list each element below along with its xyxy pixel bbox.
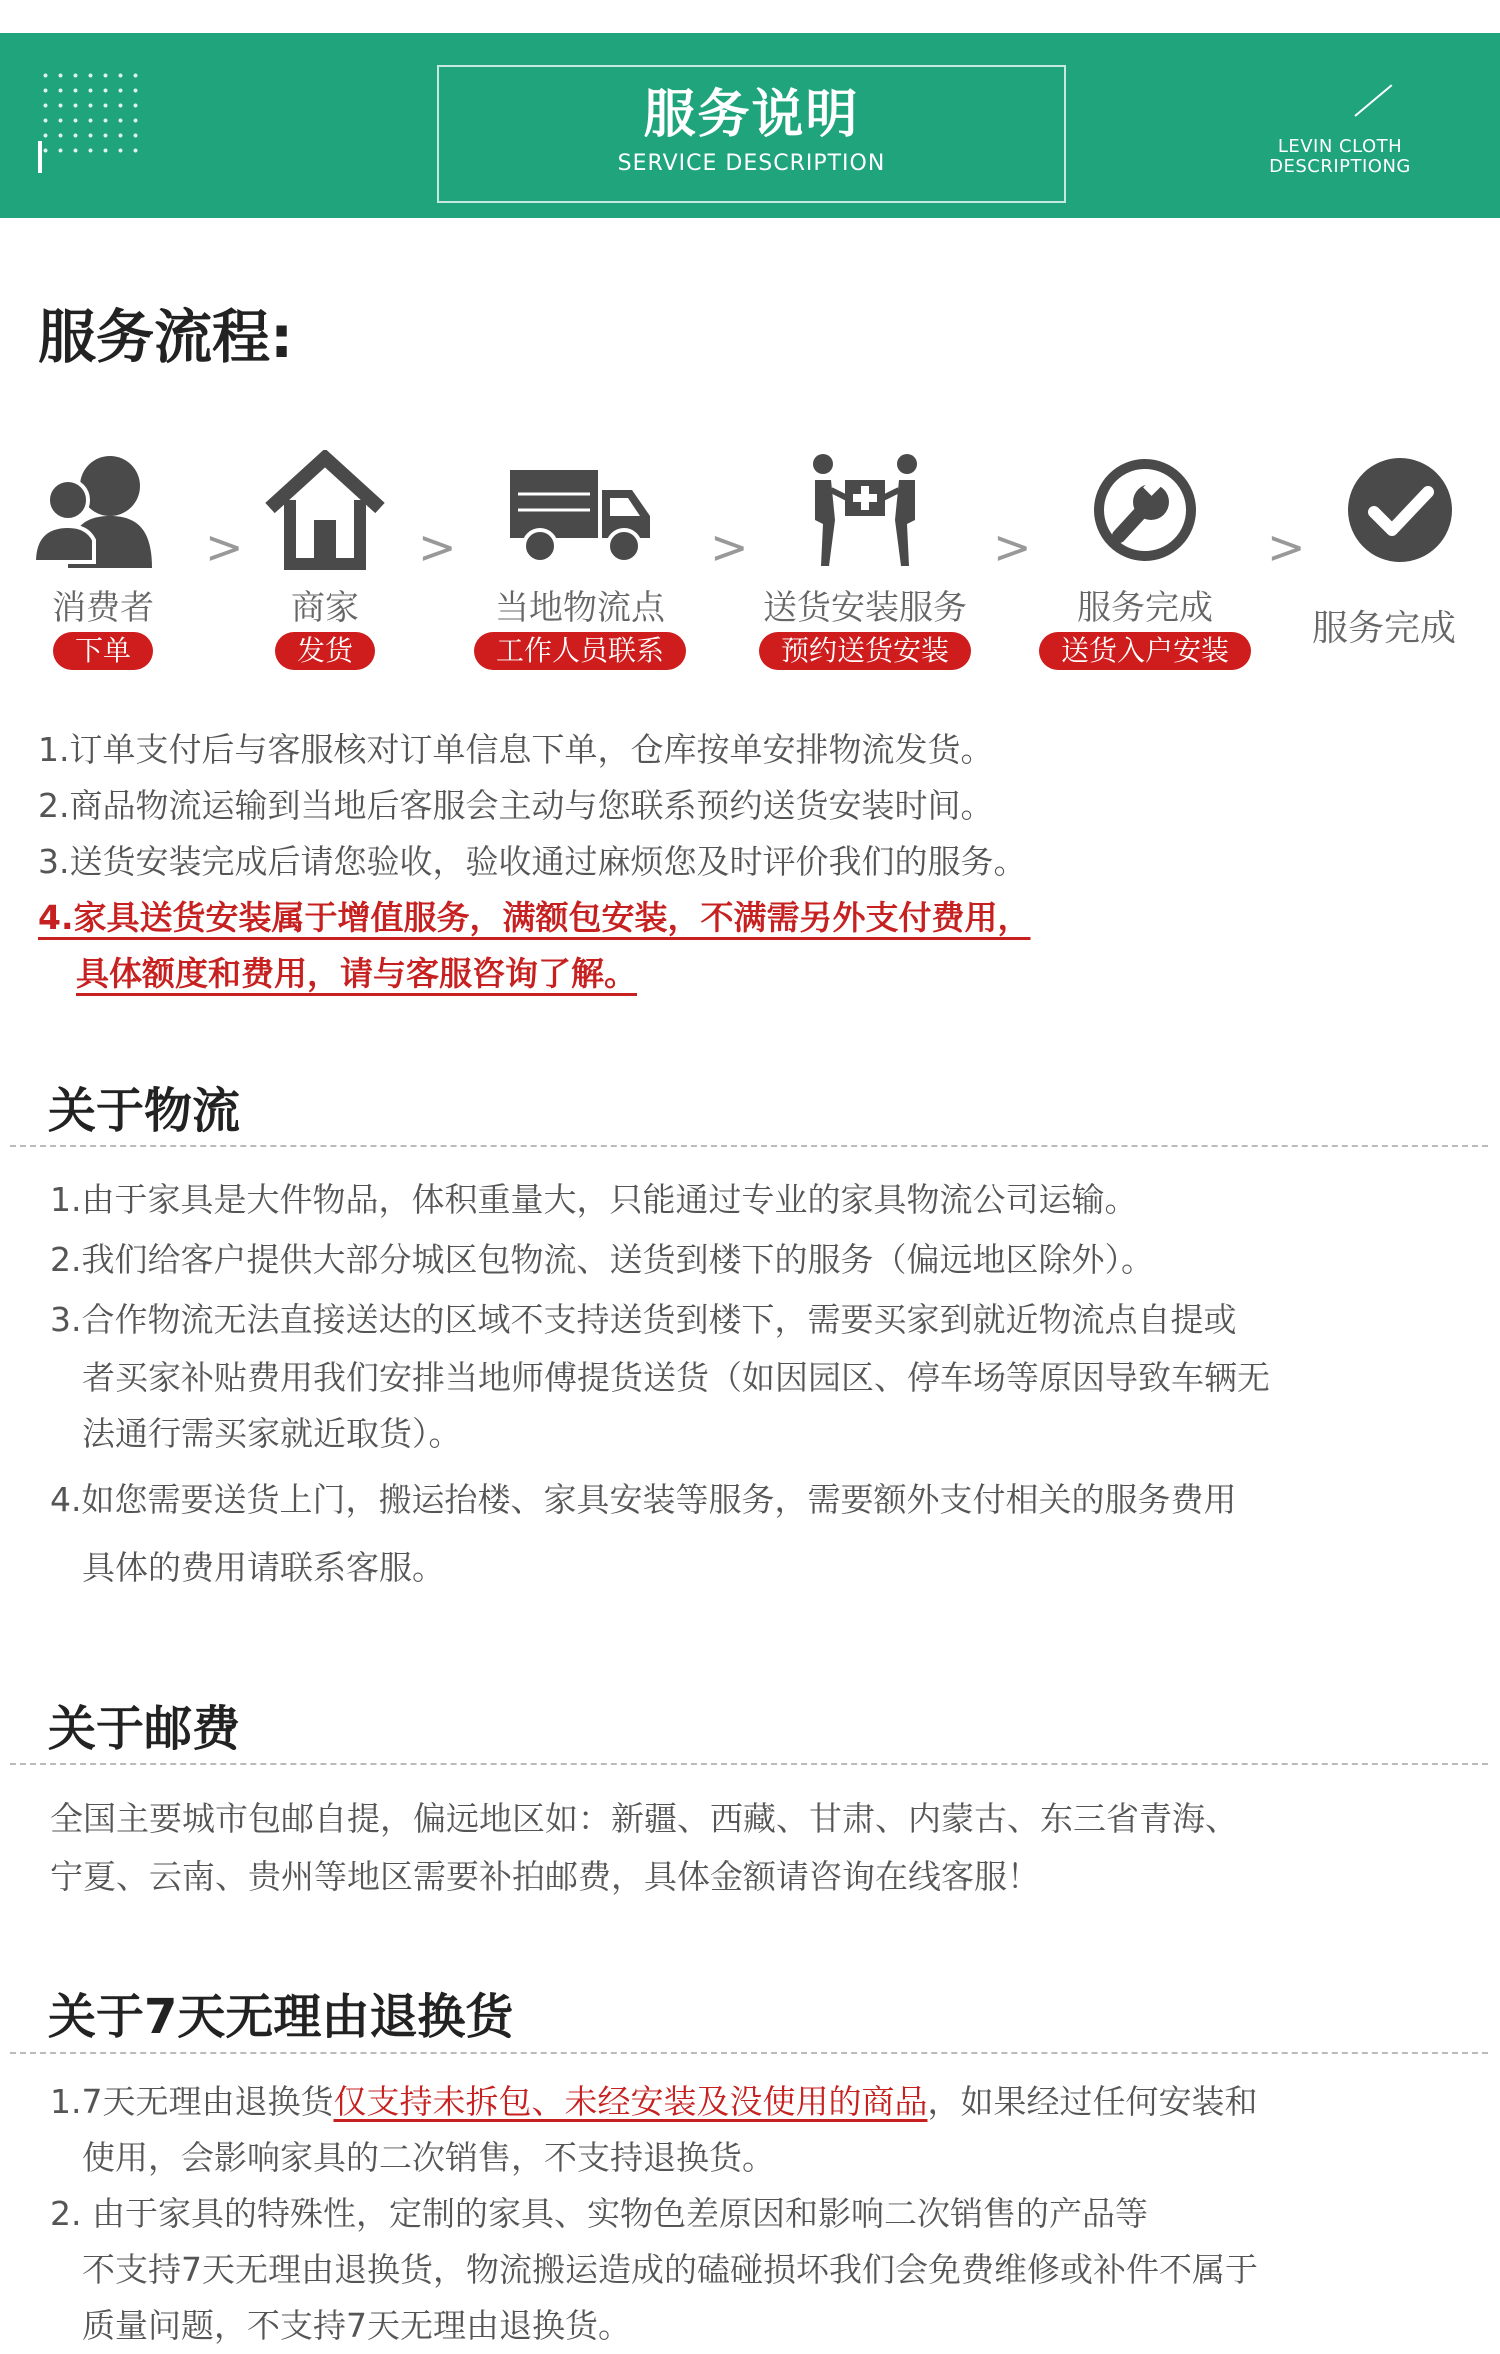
process-note: 1.订单支付后与客服核对订单信息下单，仓库按单安排物流发货。 <box>38 730 994 769</box>
house-icon <box>250 450 400 570</box>
returns-item-prefix: 1.7天无理由退换货 <box>50 2082 334 2121</box>
logistics-heading: 关于物流 <box>48 1083 241 1139</box>
step-label: 消费者 <box>52 588 154 628</box>
logistics-item: 1.由于家具是大件物品，体积重量大，只能通过专业的家具物流公司运输。 <box>50 1180 1138 1219</box>
postage-text <box>50 1790 1238 1906</box>
vertical-bar-decoration <box>38 141 42 173</box>
banner-subtitle: SERVICE DESCRIPTION <box>617 151 886 176</box>
process-note-highlight: 4.家具送货安装属于增值服务，满额包安装，不满需另外支付费用， <box>38 898 1031 937</box>
process-step-local-logistics <box>460 450 700 670</box>
step-badge: 工作人员联系 <box>474 632 686 670</box>
logistics-item-cont: 法通行需买家就近取货）。 <box>82 1414 462 1453</box>
process-step-merchant <box>250 450 400 670</box>
logistics-divider <box>10 1145 1488 1147</box>
returns-heading: 关于7天无理由退换货 <box>48 1989 514 2045</box>
postage-divider <box>10 1763 1488 1765</box>
returns-divider <box>10 2052 1488 2054</box>
returns-item-cont: 使用，会影响家具的二次销售，不支持退换货。 <box>82 2138 775 2177</box>
logistics-item: 3.合作物流无法直接送达的区域不支持送货到楼下，需要买家到就近物流点自提或 <box>50 1300 1237 1339</box>
check-icon <box>1340 450 1460 570</box>
postage-line: 全国主要城市包邮自提，偏远地区如：新疆、西藏、甘肃、内蒙古、东三省青海、 <box>50 1799 1238 1838</box>
slash-decoration <box>1354 84 1392 116</box>
user-icon <box>28 450 178 570</box>
step-badge: 发货 <box>275 632 375 670</box>
header-banner <box>0 33 1500 218</box>
process-heading: 服务流程: <box>38 303 294 371</box>
step-label: 服务完成 <box>1077 588 1213 628</box>
dot-pattern-decoration <box>38 68 148 163</box>
step-label: 商家 <box>291 588 359 628</box>
logistics-item: 2.我们给客户提供大部分城区包物流、送货到楼下的服务（偏远地区除外）。 <box>50 1240 1154 1279</box>
wrench-icon <box>1085 450 1205 570</box>
returns-item-suffix: ，如果经过任何安装和 <box>927 2082 1258 2121</box>
process-step-service-done <box>1025 450 1265 670</box>
logistics-item: 4.如您需要送货上门，搬运抬楼、家具安装等服务，需要额外支付相关的服务费用 <box>50 1480 1237 1519</box>
postage-line: 宁夏、云南、贵州等地区需要补拍邮费，具体金额请咨询在线客服！ <box>50 1857 1040 1896</box>
step-badge: 送货入户安装 <box>1039 632 1251 670</box>
banner-title-box <box>437 65 1066 203</box>
step-label: 当地物流点 <box>495 588 665 628</box>
returns-item-cont: 质量问题，不支持7天无理由退换货。 <box>82 2306 631 2345</box>
returns-item-cont: 不支持7天无理由退换货，物流搬运造成的磕碰损坏我们会免费维修或补件不属于 <box>82 2250 1258 2289</box>
postage-heading: 关于邮费 <box>48 1701 241 1757</box>
brand-line-2: DESCRIPTIONG <box>1269 156 1411 177</box>
arrow-icon: > <box>993 520 1032 574</box>
arrow-icon: > <box>418 520 457 574</box>
step-badge: 下单 <box>53 632 153 670</box>
arrow-icon: > <box>1267 520 1306 574</box>
delivery-icon <box>805 450 925 570</box>
process-step-delivery <box>745 450 985 670</box>
banner-title: 服务说明 <box>643 85 860 145</box>
process-note: 3.送货安装完成后请您验收，验收通过麻烦您及时评价我们的服务。 <box>38 842 1027 881</box>
process-step-complete <box>1340 450 1460 570</box>
final-step-label: 服务完成 <box>1312 608 1457 649</box>
arrow-icon: > <box>710 520 749 574</box>
returns-item <box>50 2074 1258 2130</box>
process-note: 2.商品物流运输到当地后客服会主动与您联系预约送货安装时间。 <box>38 786 994 825</box>
logistics-list <box>50 1170 1270 1598</box>
process-note-highlight-cont: 具体额度和费用，请与客服咨询了解。 <box>76 954 637 993</box>
returns-list <box>50 2074 1258 2354</box>
process-notes <box>38 722 1031 1002</box>
returns-item-highlight: 仅支持未拆包、未经安装及没使用的商品 <box>333 2082 928 2121</box>
step-badge: 预约送货安装 <box>759 632 971 670</box>
logistics-item-cont: 具体的费用请联系客服。 <box>82 1548 445 1587</box>
process-step-consumer <box>28 450 178 670</box>
step-label: 送货安装服务 <box>763 588 967 628</box>
returns-item: 2. 由于家具的特殊性，定制的家具、实物色差原因和影响二次销售的产品等 <box>50 2194 1148 2233</box>
brand-text <box>1265 137 1415 177</box>
brand-line-1: LEVIN CLOTH <box>1277 136 1403 157</box>
arrow-icon: > <box>205 520 244 574</box>
logistics-item-cont: 者买家补贴费用我们安排当地师傅提货送货（如因园区、停车场等原因导致车辆无 <box>82 1358 1270 1397</box>
truck-icon <box>500 450 660 570</box>
